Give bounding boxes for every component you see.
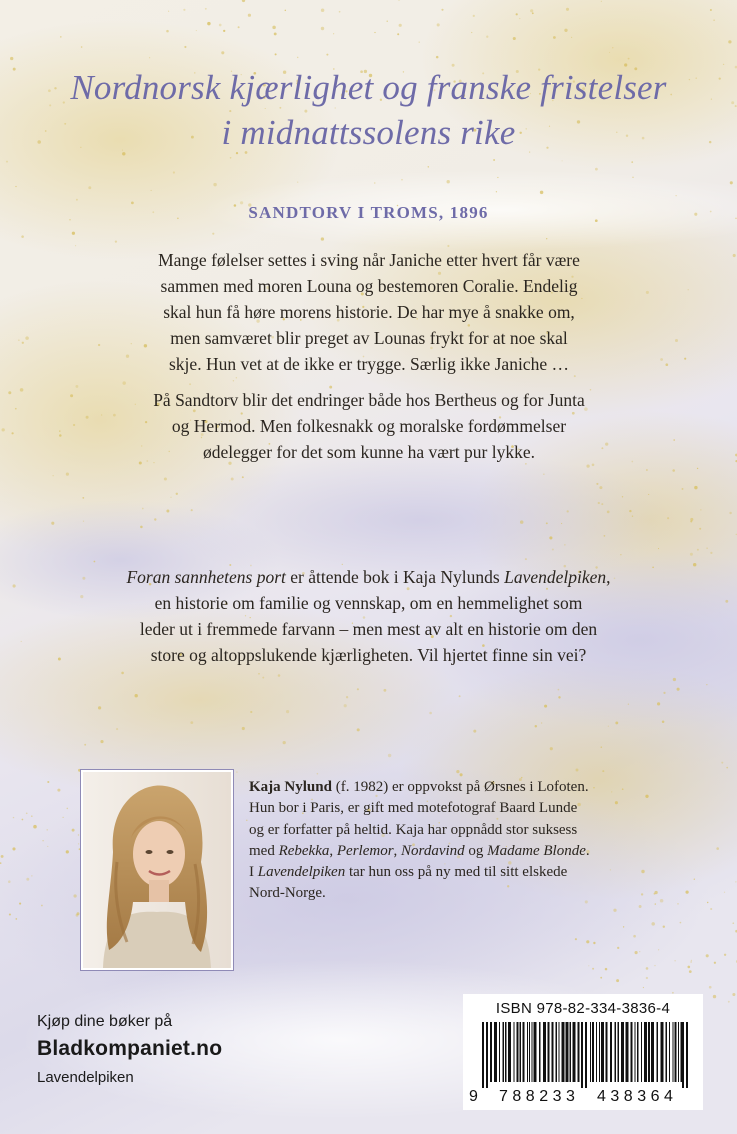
series-title: Lavendelpiken	[257, 864, 346, 881]
buy-text: Kjøp dine bøker på	[37, 1013, 173, 1030]
barcode-bar	[606, 1022, 608, 1082]
barcode-bar	[651, 1022, 654, 1082]
barcode-bar	[543, 1022, 546, 1082]
barcode-bar	[539, 1022, 541, 1082]
text-run: og	[464, 842, 488, 859]
barcode-bar	[559, 1022, 560, 1082]
blurb-paragraph-2	[95, 387, 643, 465]
barcode-bar	[562, 1022, 565, 1082]
barcode-bar	[514, 1022, 515, 1082]
barcode-digit-group: 438364	[597, 1088, 678, 1105]
text-line: store og altoppslukende kjærligheten. Vil hjertet finne sin vei?	[150, 645, 587, 665]
barcode-bar	[631, 1022, 633, 1082]
tagline-line-1: Nordnorsk kjærlighet og franske fristelser	[70, 68, 667, 107]
barcode-bar	[494, 1022, 497, 1082]
text-line: skal hun få høre morens historie. De har mye å snakke om,	[163, 302, 575, 322]
barcode-bar	[621, 1022, 624, 1082]
text-line: skje. Hun vet at de ikke er trygge. Særlig ikke Janiche …	[169, 354, 569, 374]
text-line: leder ut i fremmede farvann – men mest av alt en historie om den	[139, 619, 598, 639]
barcode-bar	[532, 1022, 533, 1082]
book-title: Nordavind	[401, 842, 465, 859]
barcode-guard-bar	[482, 1022, 484, 1088]
text-run: ,	[393, 842, 402, 859]
barcode-bar	[590, 1022, 591, 1082]
barcode-bar	[618, 1022, 620, 1082]
text-line: ødelegger for det som kunne ha vært pur lykke.	[203, 442, 535, 462]
text-line: På Sandtorv blir det endringer både hos Bertheus og for Junta	[153, 390, 585, 410]
text-run: I	[249, 864, 258, 881]
barcode-bar	[615, 1022, 617, 1082]
barcode-bar	[669, 1022, 670, 1082]
barcode-guard-bar	[686, 1022, 688, 1088]
barcode-bar	[657, 1022, 659, 1082]
text-run: tar hun oss på ny med til sitt elskede	[345, 864, 568, 881]
text-line	[249, 841, 649, 862]
barcode-guard-bar	[682, 1022, 684, 1088]
text-line: Mange følelser settes i sving når Janiche etter hvert får være	[158, 250, 580, 270]
text-run: (f. 1982) er oppvokst på Ørsnes i Lofoten.	[331, 779, 589, 795]
author-bio	[249, 777, 649, 905]
barcode-guard-bar	[585, 1022, 587, 1088]
author-name: Kaja Nylund	[249, 779, 332, 795]
barcode-bar	[596, 1022, 597, 1082]
barcode-digit-group: 9	[469, 1088, 478, 1105]
text-line: men samværet blir preget av Lounas frykt for at noe skal	[170, 328, 568, 348]
blurb-paragraph-1	[95, 247, 643, 377]
book-title: Madame Blonde	[487, 842, 586, 859]
barcode-bar	[503, 1022, 505, 1082]
book-title: Rebekka	[278, 842, 330, 859]
barcode-bar	[505, 1022, 507, 1082]
barcode-bar	[673, 1022, 674, 1082]
text-line: og Hermod. Men folkesnakk og moralske fordømmelser	[171, 416, 567, 436]
isbn-label: ISBN 978-82-334-3836-4	[495, 1000, 671, 1017]
publisher-site: Bladkompaniet.no	[37, 1037, 223, 1060]
barcode-bar	[678, 1022, 679, 1082]
book-title: Foran sannhetens port	[126, 567, 286, 587]
barcode-digit-group: 788233	[499, 1088, 580, 1105]
barcode-bar	[499, 1022, 500, 1082]
barcode-bar	[517, 1022, 519, 1082]
text-line: og er forfatter på heltid. Kaja har oppnådd stor suksess	[249, 821, 578, 838]
author-photo	[81, 770, 233, 970]
book-title: Perlemor	[336, 842, 394, 859]
barcode-guard-bar	[486, 1022, 488, 1088]
setting-heading: SANDTORV I TROMS, 1896	[248, 203, 489, 222]
barcode-bar	[570, 1022, 572, 1082]
barcode-box	[463, 994, 703, 1110]
series-title: Lavendelpiken	[504, 567, 607, 587]
barcode-bar	[601, 1022, 604, 1082]
barcode-bar	[599, 1022, 600, 1082]
text-run: ,	[329, 842, 337, 859]
text-line: Nord-Norge.	[249, 885, 326, 902]
text-line: sammen med moren Louna og bestemoren Coralie. Endelig	[160, 276, 578, 296]
barcode-bar	[534, 1022, 537, 1082]
barcode-guard-bar	[581, 1022, 583, 1088]
barcode-bar	[527, 1022, 528, 1082]
text-line	[249, 862, 649, 883]
barcode-bar	[573, 1022, 576, 1082]
barcode-bar	[641, 1022, 642, 1082]
barcode-bar	[552, 1022, 554, 1082]
barcode-bar	[520, 1022, 522, 1082]
barcode-bar	[666, 1022, 668, 1082]
barcode-bar	[566, 1022, 569, 1082]
text-line	[60, 564, 677, 590]
text-line: en historie om familie og vennskap, om en hemmelighet som	[154, 593, 583, 613]
barcode-bar	[626, 1022, 629, 1082]
text-run: er åttende bok i Kaja Nylunds	[285, 567, 505, 587]
barcode-bar	[661, 1022, 664, 1082]
text-run: .	[585, 842, 590, 859]
text-run: med	[249, 842, 279, 859]
barcode-bar	[635, 1022, 636, 1082]
barcode-bar	[675, 1022, 677, 1082]
barcode-bar	[490, 1022, 492, 1082]
barcode-bar	[548, 1022, 550, 1082]
tagline-line-2: i midnattssolens rike	[221, 113, 516, 152]
barcode-bar	[648, 1022, 650, 1082]
barcode-bar	[529, 1022, 530, 1082]
barcode-bar	[644, 1022, 647, 1082]
barcode-bar	[508, 1022, 511, 1082]
blurb-paragraph-3	[60, 564, 677, 668]
barcode-bar	[578, 1022, 580, 1082]
text-line: Hun bor i Paris, er gift med motefotograf Baard Lunde	[249, 800, 578, 817]
barcode-icon	[480, 1022, 690, 1088]
barcode-bar	[592, 1022, 594, 1082]
barcode-bar	[556, 1022, 558, 1082]
barcode-bar	[523, 1022, 525, 1082]
text-run: ,	[606, 567, 611, 587]
text-line	[249, 777, 649, 798]
barcode-bar	[637, 1022, 639, 1082]
series-name: Lavendelpiken	[37, 1069, 134, 1086]
barcode-bar	[610, 1022, 612, 1082]
